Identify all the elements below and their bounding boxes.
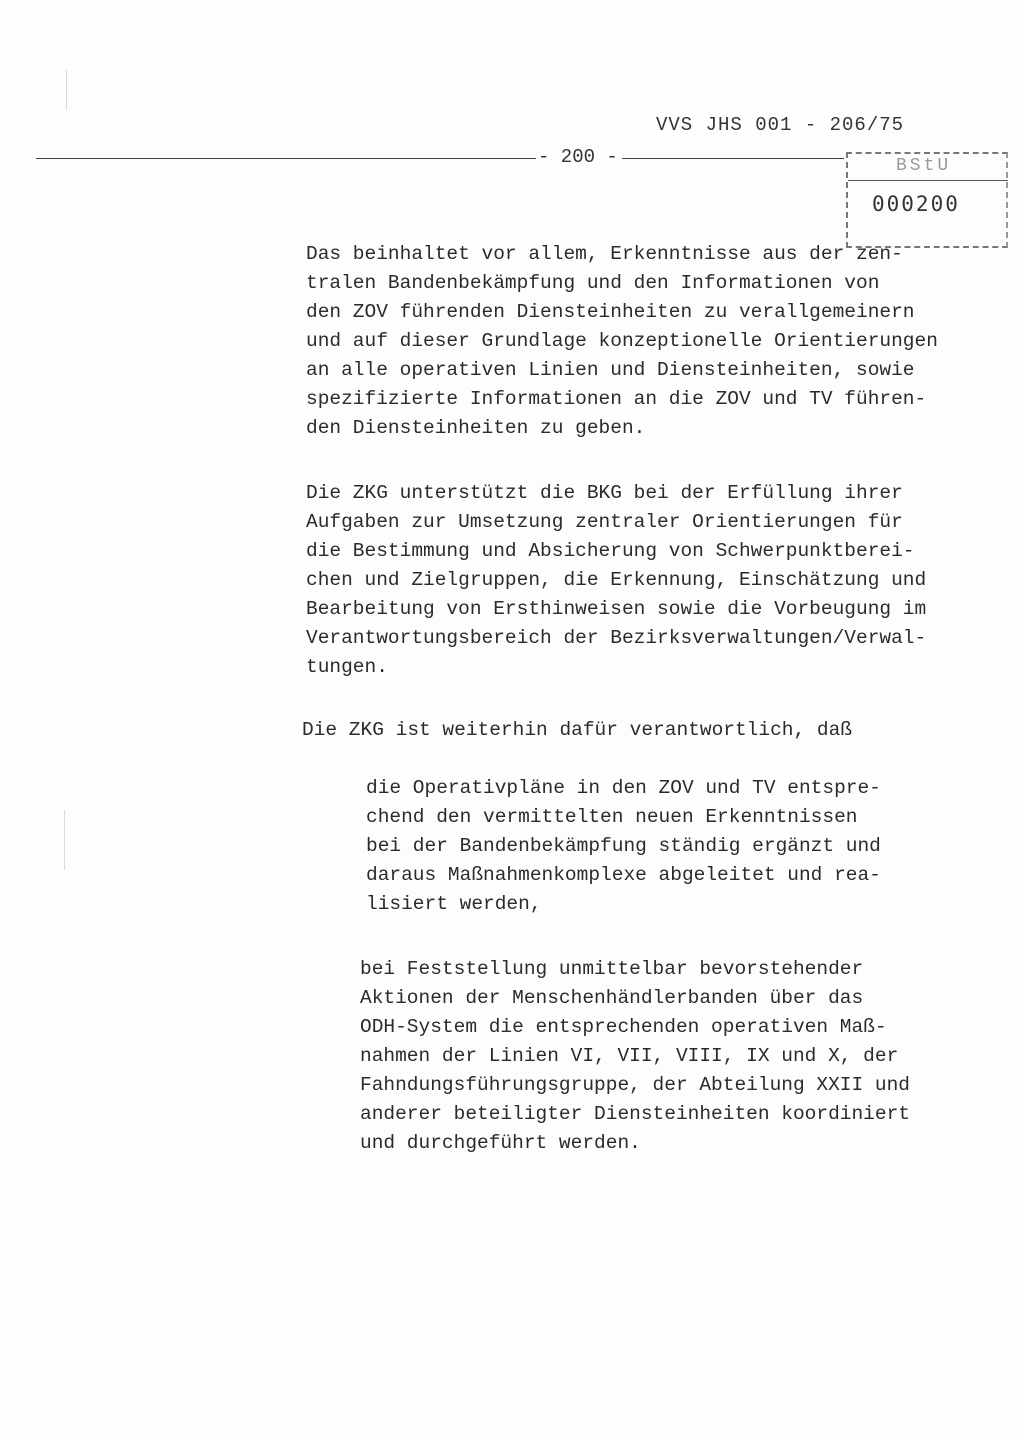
header-rule-left: [36, 158, 536, 159]
indented-item-1: die Operativpläne in den ZOV und TV entspre- chend den vermittelten neuen Erkenntnissen bei der Bandenbekämpfung ständig ergänzt und daraus Maßnahmenkomplexe abgeleitet und rea- lisiert werden,: [366, 777, 881, 915]
paragraph-3: Die ZKG ist weiterhin dafür verantwortlich, daß: [302, 719, 852, 741]
indented-item-2: bei Feststellung unmittelbar bevorstehender Aktionen der Menschenhändlerbanden über das ODH-System die entsprechenden operativen Maß- nahmen der Linien VI, VII, VIII, IX und X, der Fahndungsführungsgruppe, der Abteilung XXII und anderer beteiligter Diensteinheiten koordiniert und durchgeführt werden.: [360, 958, 910, 1154]
scan-margin-mark: [64, 810, 65, 870]
classification-header: VVS JHS 001 - 206/75: [656, 114, 905, 136]
paragraph-1: Das beinhaltet vor allem, Erkenntnisse aus der zen- tralen Bandenbekämpfung und den Informationen von den ZOV führenden Diensteinheiten zu verallgemeinern und auf dieser Grundlage konzeptionelle Orientierungen an alle operativen Linien und Diensteinheiten, sowie spezifizierte Informationen an die ZOV und TV führen- den Diensteinheiten zu geben.: [306, 243, 938, 439]
scan-margin-mark: [66, 70, 67, 110]
page-number: - 200 -: [538, 146, 618, 168]
stamp-archive-name: BStU: [896, 156, 952, 176]
archive-stamp: [846, 152, 1008, 248]
paragraph-2: Die ZKG unterstützt die BKG bei der Erfüllung ihrer Aufgaben zur Umsetzung zentraler Orientierungen für die Bestimmung und Absicherung von Schwerpunktberei- chen und Zielgruppen, die Erkennung, Einschätzung und Bearbeitung von Ersthinweisen sowie die Vorbeugung im Verantwortungsbereich der Bezirksverwaltungen/Verwal- tungen.: [306, 482, 927, 678]
header-rule-right: [622, 158, 844, 159]
stamp-divider: [848, 180, 1008, 181]
stamp-page-number: 000200: [872, 192, 960, 216]
